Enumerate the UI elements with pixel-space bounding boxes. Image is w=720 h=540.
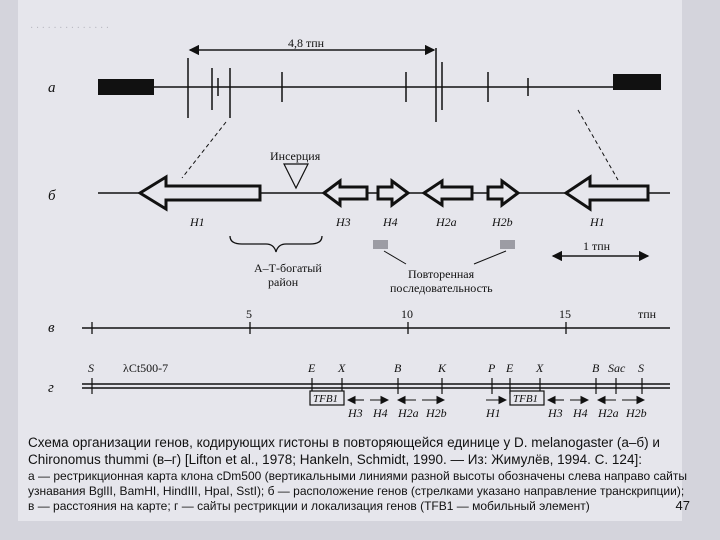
site-ticks-g [92, 378, 642, 394]
repeat-pointer-left [384, 251, 406, 264]
site-x2: X [536, 361, 544, 375]
site-b1: B [394, 361, 402, 375]
gene-arrow-h3 [324, 181, 367, 205]
axis-tick-5: 5 [246, 307, 252, 321]
gene-label-h2b: H2b [492, 215, 513, 229]
gene-arrow-h2b [488, 181, 518, 205]
row-label-v: в [48, 320, 55, 336]
gene-g-h3-2: H3 [548, 406, 563, 420]
axis-tick-10: 10 [401, 307, 413, 321]
site-x1: X [338, 361, 346, 375]
gene-arrow-h1-right [566, 177, 648, 209]
site-sac: Sac [608, 361, 626, 375]
gene-label-h3: H3 [336, 215, 351, 229]
repeat-box-left [373, 240, 388, 249]
gene-arrow-h1-left [140, 177, 260, 209]
projection-line-right [578, 110, 618, 180]
tfb1-label-2: TFB1 [513, 393, 539, 405]
caption-title: Схема организации генов, кодирующих гистоны в повторяющейся единице у D. melanogaster (а–б) и Chironomus thummi (в–г) [Lifton et al., 1978; Hankeln, Schmidt, 1990. — Из: Жимулёв, 1994. С. 124]: [28, 435, 660, 467]
clone-label: λCt500-7 [123, 361, 169, 375]
gene-g-h2a-1: H2a [398, 406, 419, 420]
scale-label-top: 4,8 тпн [288, 36, 325, 50]
row-label-b: б [48, 188, 56, 204]
caption-body: а — рестрикционная карта клона cDm500 (вертикальными линиями разной высоты обозначены слева направо сайты узнавания BglII, BamHI, HindIII, HpaI, SstI); б — расположение генов (стрелками указано направление транскрипции); в — расстояния на карте; г — сайты рестрикции и локализация генов (TFB1 — мобильный элемент) [28, 469, 687, 513]
site-e2: E [506, 361, 514, 375]
at-rich-brace [230, 236, 322, 252]
row-label-g: г [48, 380, 54, 396]
at-rich-label-line1: А–Т-богатый [254, 261, 322, 275]
gene-label-h1-left: H1 [190, 215, 205, 229]
figure-caption [28, 434, 692, 514]
repeat-label-line1: Повторенная [408, 267, 475, 281]
gene-g-h2b-2: H2b [626, 406, 647, 420]
at-rich-label-line2: район [268, 275, 299, 289]
repeat-pointer-right [474, 251, 506, 264]
axis-unit: тпн [638, 307, 657, 321]
projection-line-left [182, 122, 226, 178]
site-s-left: S [88, 361, 94, 375]
gene-g-h4-1: H4 [373, 406, 388, 420]
histone-gene-diagram [18, 0, 682, 432]
gene-label-h1-right: H1 [590, 215, 605, 229]
gene-g-h1: H1 [486, 406, 501, 420]
site-p: P [488, 361, 496, 375]
site-s-right: S [638, 361, 644, 375]
scale-label-1kb: 1 тпн [583, 239, 611, 253]
insertion-label: Инсерция [270, 149, 321, 163]
repeat-box-right [500, 240, 515, 249]
row-label-a: а [48, 80, 56, 96]
axis-tick-15: 15 [559, 307, 571, 321]
insertion-marker [284, 164, 308, 188]
gene-label-h2a: H2a [436, 215, 457, 229]
site-e1: E [308, 361, 316, 375]
gene-arrow-h4 [378, 181, 408, 205]
restriction-map-a [98, 48, 661, 122]
gene-arrow-h2a [424, 181, 472, 205]
site-b2: B [592, 361, 600, 375]
background-print: · · · · · · · · · · · · · · [30, 23, 110, 34]
gene-label-h4: H4 [383, 215, 398, 229]
site-k: K [438, 361, 447, 375]
tfb1-label-1: TFB1 [313, 393, 339, 405]
page-number: 47 [675, 498, 690, 513]
repeat-label-line2: последовательность [390, 281, 493, 295]
gene-g-h4-2: H4 [573, 406, 588, 420]
gene-g-h2a-2: H2a [598, 406, 619, 420]
gene-g-h3-1: H3 [348, 406, 363, 420]
gene-g-h2b-1: H2b [426, 406, 447, 420]
